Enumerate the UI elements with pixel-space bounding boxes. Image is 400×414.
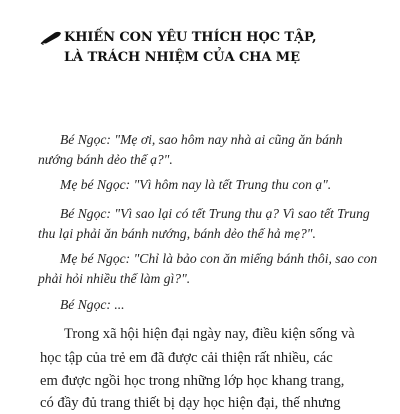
- heading-line-1: KHIẾN CON YÊU THÍCH HỌC TẬP,: [64, 30, 317, 45]
- dialogue-line: Bé Ngọc: ...: [60, 297, 125, 312]
- body-line: có đầy đủ trang thiết bị dạy học hiện đại, thế nhưng: [40, 395, 341, 411]
- dialogue-line: Bé Ngọc: "Mẹ ơi, sao hôm nay nhà ai cũng ăn bánh: [60, 132, 343, 147]
- dialogue-line: Mẹ bé Ngọc: "Vì hôm nay là tết Trung thu con ạ".: [60, 177, 332, 192]
- body-line: Trong xã hội hiện đại ngày nay, điều kiện sống và: [64, 326, 355, 342]
- dialogue-line: phải hỏi nhiều thế làm gì?".: [38, 270, 191, 286]
- dialogue-line: thu lại phải ăn bánh nướng, bánh dẻo thế hả mẹ?".: [38, 225, 316, 241]
- dialogue-line: nướng bánh dẻo thế ạ?".: [38, 151, 173, 167]
- pen-nib-icon: [40, 31, 62, 45]
- heading-line-2: LÀ TRÁCH NHIỆM CỦA CHA MẸ: [64, 50, 300, 65]
- dialogue-line: Mẹ bé Ngọc: "Chỉ là bảo con ăn miếng bánh thôi, sao con: [60, 251, 378, 266]
- body-line: học tập của trẻ em đã được cải thiện rất nhiều, các: [40, 350, 333, 366]
- dialogue-line: Bé Ngọc: "Vì sao lại có tết Trung thu ạ? Vì sao tết Trung: [60, 206, 370, 221]
- body-line: em được ngồi học trong những lớp học khang trang,: [40, 373, 345, 389]
